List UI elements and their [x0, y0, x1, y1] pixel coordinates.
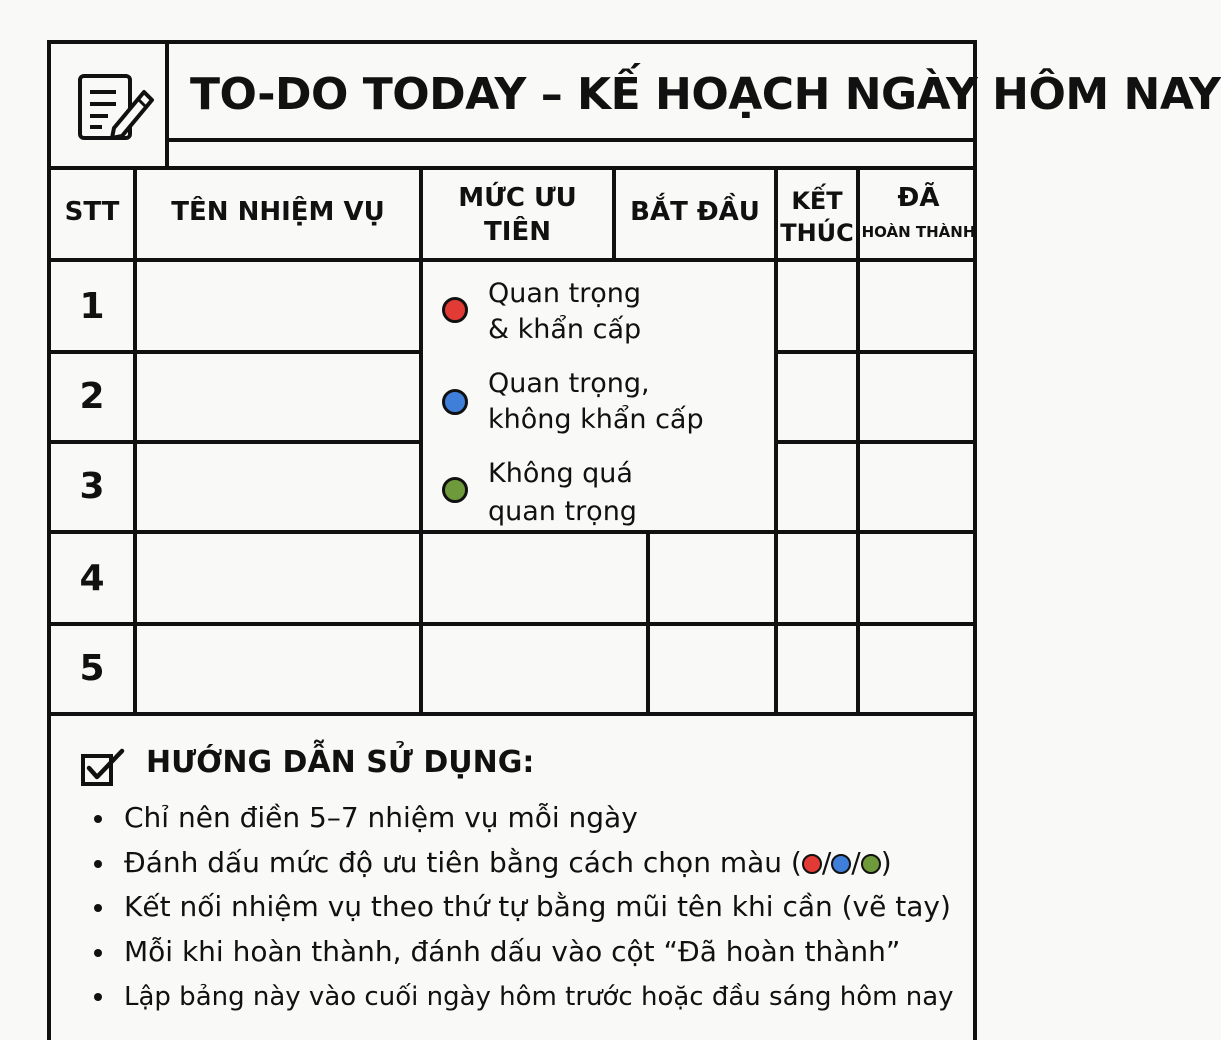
list-item: Mỗi khi hoàn thành, đánh dấu vào cột “Đã hoàn thành” — [92, 930, 954, 975]
header-row-border — [47, 258, 977, 262]
row-border-1-left — [47, 350, 423, 354]
col-header-done-line1: ĐÃ — [897, 183, 940, 213]
list-item: Kết nối nhiệm vụ theo thứ tự bằng mũi tên khi cần (vẽ tay) — [92, 885, 954, 930]
col-divider-priority-lower — [646, 530, 650, 716]
guide-list — [92, 796, 954, 1019]
col-header-stt: STT — [64, 197, 120, 227]
col-header-priority-line2: TIÊN — [484, 217, 551, 247]
row-border-4 — [47, 622, 977, 626]
green-priority-dot — [442, 477, 468, 503]
col-header-done-line2: HOÀN THÀNH — [861, 223, 976, 241]
col-divider-stt — [133, 166, 137, 716]
priority-label: không khẩn cấp — [488, 404, 704, 435]
priority-label: Quan trọng — [488, 278, 642, 309]
table-bottom-border — [47, 712, 977, 716]
red-color-swatch-icon — [802, 854, 822, 874]
col-header-priority-line1: MỨC ƯU — [458, 183, 577, 213]
header-bottom-border — [47, 166, 977, 170]
blue-priority-dot — [442, 389, 468, 415]
green-color-swatch-icon — [861, 854, 881, 874]
title-underline — [165, 138, 977, 142]
list-item: Chỉ nên điền 5–7 nhiệm vụ mỗi ngày — [92, 796, 954, 841]
list-item: Đánh dấu mức độ ưu tiên bằng cách chọn màu ( / / ) — [92, 841, 954, 886]
list-item: Lập bảng này vào cuối ngày hôm trước hoặc đầu sáng hôm nay — [92, 974, 954, 1019]
row-number: 2 — [79, 376, 105, 417]
page-title: TO-DO TODAY – KẾ HOẠCH NGÀY HÔM NAY — [190, 69, 1221, 120]
red-priority-dot — [442, 297, 468, 323]
row-number: 1 — [79, 286, 105, 327]
row-number: 5 — [79, 648, 105, 689]
row-border-3 — [47, 530, 977, 534]
row-border-1-right — [774, 350, 977, 354]
priority-label: Không quá — [488, 458, 633, 489]
blue-color-swatch-icon — [831, 854, 851, 874]
col-header-task-name: TÊN NHIỆM VỤ — [171, 197, 385, 227]
col-header-end-line2: THÚC — [780, 219, 854, 247]
header-icon-divider — [165, 40, 169, 170]
col-header-start: BẮT ĐẦU — [630, 197, 760, 227]
row-border-2-right — [774, 440, 977, 444]
checkbox-check-icon — [80, 748, 126, 788]
col-divider-end — [856, 166, 860, 716]
col-divider-task — [419, 166, 423, 716]
priority-label: quan trọng — [488, 496, 637, 527]
priority-label: Quan trọng, — [488, 368, 650, 399]
col-divider-start — [774, 166, 778, 716]
row-number: 4 — [79, 558, 105, 599]
row-number: 3 — [79, 466, 105, 507]
checklist-pencil-icon — [74, 70, 156, 146]
priority-label: & khẩn cấp — [488, 314, 642, 345]
guide-heading: HƯỚNG DẪN SỬ DỤNG: — [146, 745, 535, 780]
row-border-2-left — [47, 440, 423, 444]
col-header-end-line1: KẾT — [791, 187, 843, 215]
